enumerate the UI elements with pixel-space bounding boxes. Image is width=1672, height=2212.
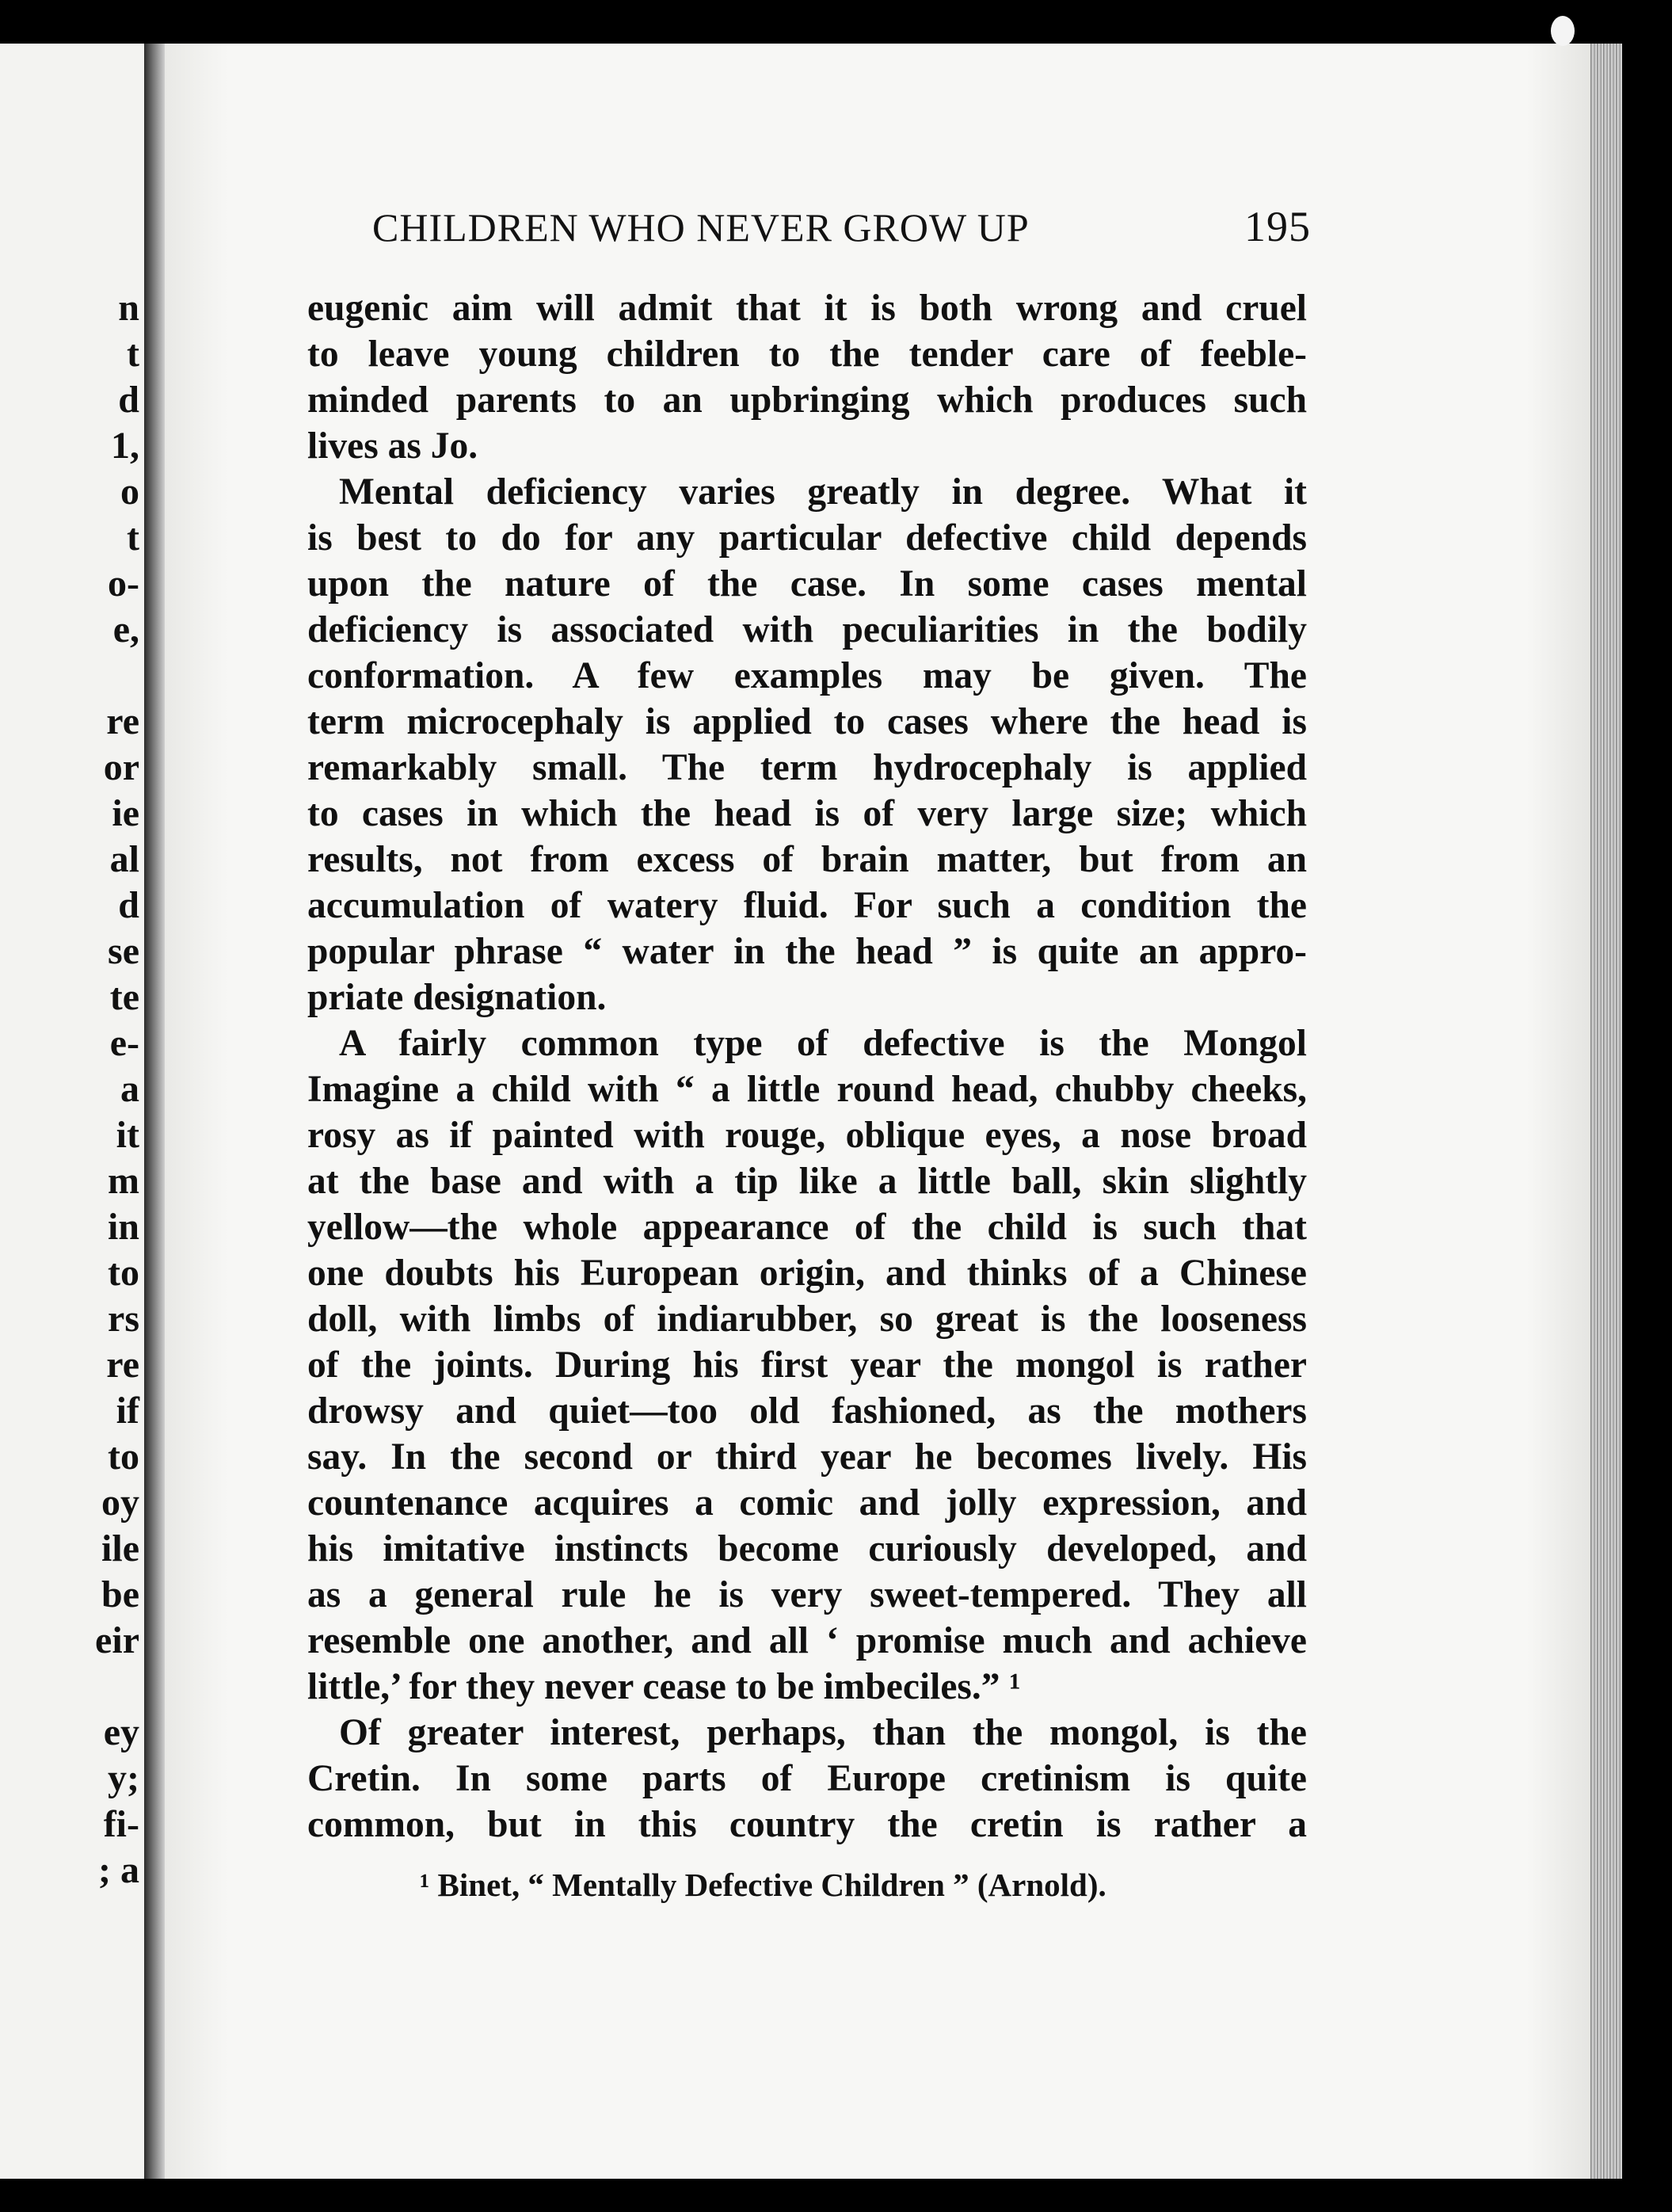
left-page-fragment: o <box>120 471 139 513</box>
text-line: deficiency is associated with peculiarities in the bodily <box>307 609 1307 650</box>
left-page-fragment: o- <box>108 563 139 604</box>
text-line: say. In the second or third year he becomes lively. His <box>307 1436 1307 1478</box>
left-page-fragment: t <box>127 333 139 375</box>
text-line: Of greater interest, perhaps, than the mongol, is the <box>339 1712 1307 1753</box>
left-page-fragment: t <box>127 517 139 559</box>
text-line: drowsy and quiet—too old fashioned, as the mothers <box>307 1390 1307 1432</box>
text-line: yellow—the whole appearance of the child is such that <box>307 1207 1307 1248</box>
left-page-fragment: fi- <box>103 1803 139 1845</box>
left-page-fragment: in <box>107 1206 139 1248</box>
left-page-fragment: e, <box>112 608 139 650</box>
left-page-fragment: eir <box>95 1619 139 1661</box>
text-line: A fairly common type of defective is the Mongol <box>339 1023 1307 1064</box>
text-line: upon the nature of the case. In some cases mental <box>307 563 1307 604</box>
text-line: lives as Jo. <box>307 425 478 467</box>
book-gutter <box>144 44 165 2179</box>
left-page-fragment: d <box>118 379 139 421</box>
body-text <box>307 285 1307 1848</box>
left-page-fragment: ie <box>112 792 139 834</box>
text-line: resemble one another, and all ‘ promise much and achieve <box>307 1620 1307 1661</box>
text-line: as a general rule he is very sweet-tempered. They all <box>307 1574 1307 1615</box>
text-line: doll, with limbs of indiarubber, so great is the looseness <box>307 1299 1307 1340</box>
text-line: at the base and with a tip like a little ball, skin slightly <box>307 1161 1307 1202</box>
left-page <box>0 44 144 2179</box>
left-page-fragment: n <box>118 287 139 329</box>
text-line: countenance acquires a comic and jolly expression, and <box>307 1482 1307 1524</box>
left-page-fragment: it <box>116 1114 139 1156</box>
text-line: accumulation of watery fluid. For such a condition the <box>307 885 1307 926</box>
running-title: CHILDREN WHO NEVER GROW UP <box>372 205 1030 250</box>
left-page-fragment: al <box>109 838 139 880</box>
running-header <box>372 202 1311 251</box>
text-line: results, not from excess of brain matter, but from an <box>307 839 1307 880</box>
text-line: of the joints. During his first year the mongol is rather <box>307 1344 1307 1386</box>
page-number: 195 <box>1244 203 1311 250</box>
scan-artifact <box>1551 16 1575 46</box>
text-line: common, but in this country the cretin is rather a <box>307 1804 1307 1845</box>
left-page-fragment: te <box>109 976 139 1018</box>
text-line: priate designation. <box>307 977 607 1018</box>
left-page-fragment: rs <box>108 1298 139 1340</box>
left-page-fragment: a <box>120 1068 139 1110</box>
left-page-fragment: se <box>108 930 139 972</box>
left-page-fragment: to <box>108 1436 139 1478</box>
left-page-fragment: m <box>108 1160 139 1202</box>
text-line: term microcephaly is applied to cases where the head is <box>307 701 1307 742</box>
text-line: Cretin. In some parts of Europe cretinism is quite <box>307 1758 1307 1799</box>
left-page-fragment: to <box>108 1252 139 1294</box>
left-page-fragment: if <box>116 1390 139 1432</box>
text-line: remarkably small. The term hydrocephaly is applied <box>307 747 1307 788</box>
left-page-fragment: oy <box>101 1482 139 1524</box>
left-page-fragment: ey <box>103 1711 139 1753</box>
left-page-fragment: re <box>106 1344 139 1386</box>
left-page-fragment: e- <box>109 1022 139 1064</box>
page-edge <box>1590 44 1622 2179</box>
text-line: one doubts his European origin, and thinks of a Chinese <box>307 1253 1307 1294</box>
text-line: Imagine a child with “ a little round head, chubby cheeks, <box>307 1069 1307 1110</box>
left-page-fragment: d <box>118 884 139 926</box>
text-line: Mental deficiency varies greatly in degree. What it <box>339 471 1307 513</box>
text-line: little,’ for they never cease to be imbeciles.” ¹ <box>307 1666 1021 1707</box>
left-page-fragment: ; a <box>98 1849 139 1891</box>
text-line: minded parents to an upbringing which produces such <box>307 379 1307 421</box>
text-line: rosy as if painted with rouge, oblique eyes, a nose broad <box>307 1115 1307 1156</box>
text-line: his imitative instincts become curiously developed, and <box>307 1528 1307 1569</box>
text-line: to leave young children to the tender care of feeble- <box>307 334 1307 375</box>
left-page-fragment: ile <box>101 1527 139 1569</box>
left-page-fragment: y; <box>108 1757 139 1799</box>
text-line: eugenic aim will admit that it is both wrong and cruel <box>307 288 1307 329</box>
left-page-fragment: or <box>103 746 139 788</box>
footnote: ¹ Binet, “ Mentally Defective Children ” (Arnold). <box>420 1867 1106 1903</box>
left-page-fragment: 1, <box>111 425 139 467</box>
text-line: conformation. A few examples may be given. The <box>307 655 1307 696</box>
text-line: popular phrase “ water in the head ” is quite an appro- <box>307 931 1307 972</box>
text-line: is best to do for any particular defective child depends <box>307 517 1307 559</box>
left-page-fragment: re <box>106 700 139 742</box>
left-page-fragment: be <box>101 1573 139 1615</box>
left-page-text-fragments <box>0 44 144 2179</box>
text-line: to cases in which the head is of very large size; which <box>307 793 1307 834</box>
